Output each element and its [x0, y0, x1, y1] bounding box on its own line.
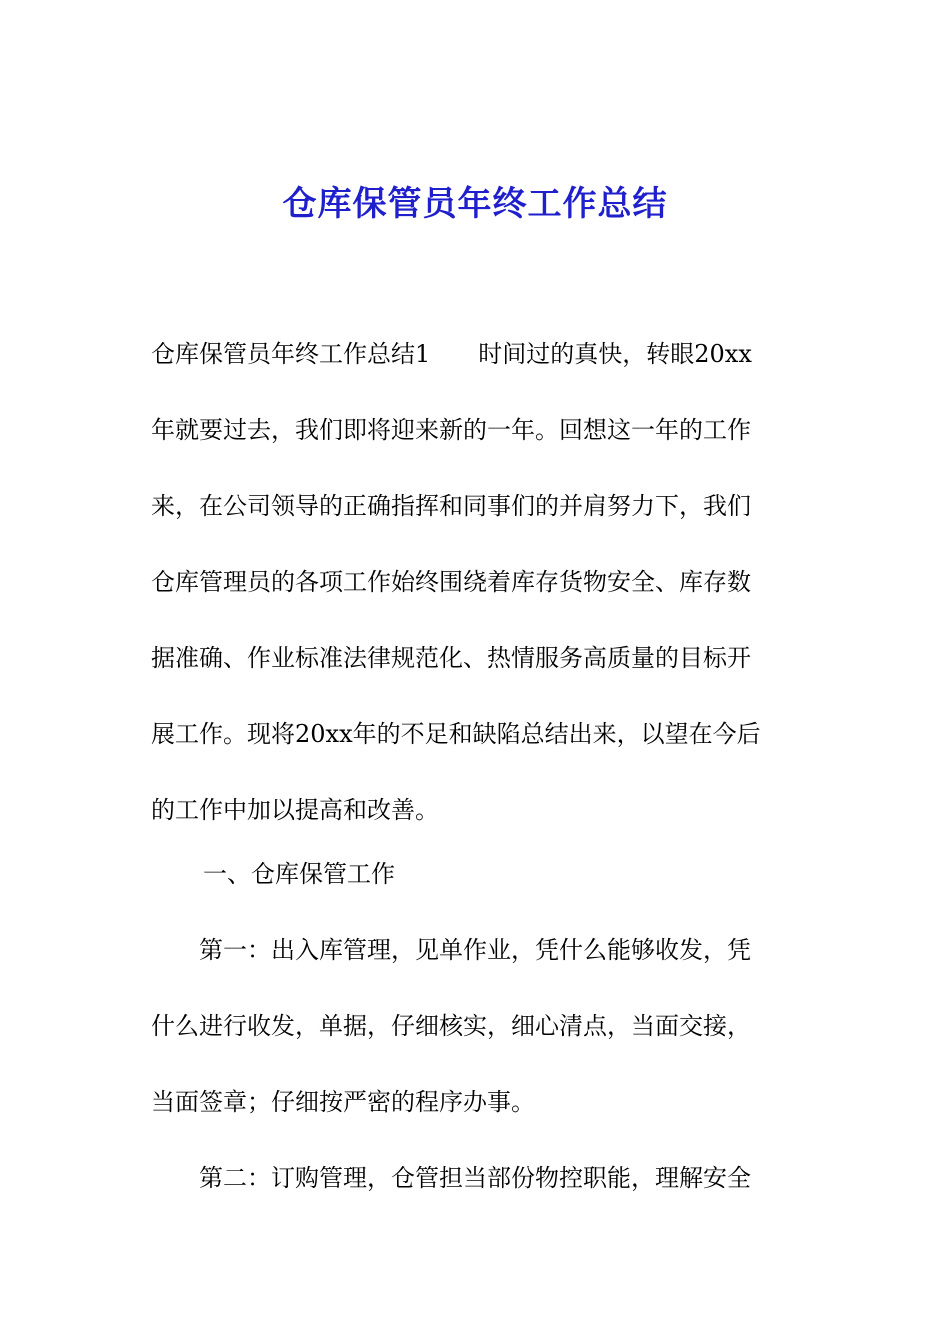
paragraph-line: 什么进行收发，单据，仔细核实，细心清点，当面交接， [151, 1012, 751, 1040]
paragraph-line: 的工作中加以提高和改善。 [151, 796, 439, 824]
paragraph-line: 第二：订购管理，仓管担当部份物控职能，理解安全 [151, 1164, 751, 1192]
section-heading [203, 836, 853, 912]
document-title: 仓库保管员年终工作总结 [282, 184, 668, 224]
paragraph-line: 当面签章；仔细按严密的程序办事。 [151, 1088, 535, 1116]
intro-paragraph [151, 316, 801, 848]
section-heading-text: 一、仓库保管工作 [203, 860, 395, 888]
paragraph-line: 来，在公司领导的正确指挥和同事们的并肩努力下，我们 [151, 492, 751, 520]
paragraph-line: 据准确、作业标准法律规范化、热情服务高质量的目标开 [151, 644, 751, 672]
paragraph-line: 仓库管理员的各项工作始终围绕着库存货物安全、库存数 [151, 568, 751, 596]
second-point-paragraph [151, 1140, 801, 1216]
first-point-paragraph [151, 912, 801, 1140]
paragraph-line: 第一：出入库管理，见单作业，凭什么能够收发，凭 [151, 936, 751, 964]
paragraph-line: 展工作。现将20xx年的不足和缺陷总结出来，以望在今后 [151, 720, 761, 748]
paragraph-line: 年就要过去，我们即将迎来新的一年。回想这一年的工作 [151, 416, 751, 444]
paragraph-line: 仓库保管员年终工作总结1 时间过的真快，转眼20xx [151, 340, 752, 368]
